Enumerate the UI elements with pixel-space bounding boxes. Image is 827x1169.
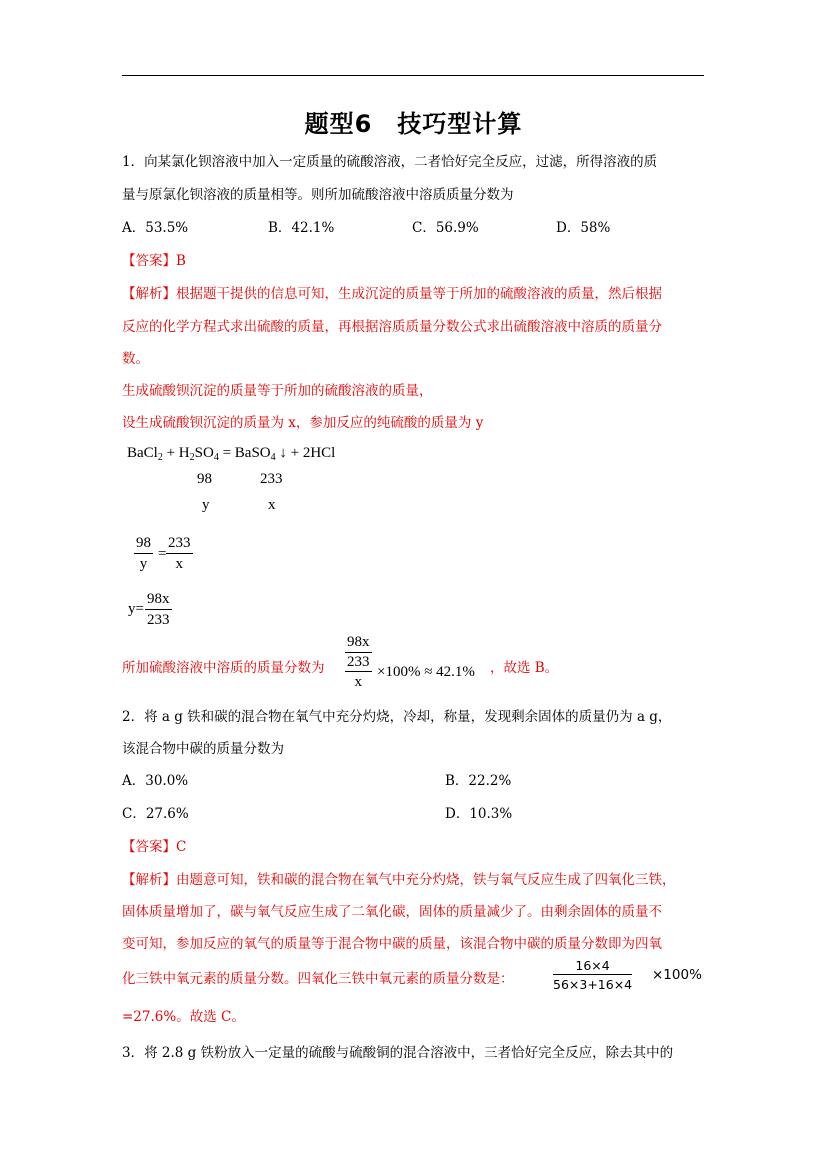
q1-option-a: A．53.5% — [122, 220, 189, 236]
q1-final-suffix: ，故选 B。 — [490, 660, 559, 676]
q1-option-c: C．56.9% — [412, 220, 479, 236]
equation-mass-98: 98 — [197, 471, 212, 487]
q3-stem-line-1: 3．将 2.8 g 铁粉放入一定量的硫酸与硫酸铜的混合溶液中，三者恰好完全反应，除去其中的 — [122, 1045, 674, 1061]
q2-analysis-line-2: 固体质量增加了，碳与氧气反应生成了二氧化碳，固体的质量减少了。由剩余固体的质量不 — [122, 904, 662, 920]
q2-stem-line-2: 该混合物中碳的质量分数为 — [122, 741, 284, 757]
header-rule — [122, 75, 704, 76]
q2-analysis-line-1: 【解析】由题意可知，铁和碳的混合物在氧气中充分灼烧，铁与氧气反应生成了四氧化三铁， — [122, 872, 676, 888]
q1-answer: 【答案】B — [122, 253, 186, 269]
q2-analysis-line-5: =27.6%。故选 C。 — [122, 1009, 245, 1025]
q1-option-b: B．42.1% — [268, 220, 335, 236]
q2-analysis-line-4: 化三铁中氧元素的质量分数。四氧化三铁中氧元素的质量分数是： — [122, 971, 514, 987]
page-title: 题型6 技巧型计算 — [304, 110, 523, 138]
final-compound-fraction: 98x 233 x — [347, 634, 370, 690]
solve-fraction: $\frac{98x}{233}$ — [147, 591, 170, 628]
q2-option-d: D．10.3% — [445, 806, 513, 822]
q2-mass-fraction: $\frac{16\times 4}{56\times 3+16\times 4}$ — [553, 958, 633, 992]
chemical-equation: BaCl$_2$ + $H_2SO_4$ = BaSO$_4$ ↓ + 2HCl — [127, 445, 336, 463]
q1-stem-line-2: 量与原氯化钡溶液的质量相等。则所加硫酸溶液中溶质质量分数为 — [122, 187, 514, 203]
q2-option-b: B．22.2% — [445, 773, 512, 789]
q1-option-d: D．58% — [556, 220, 611, 236]
q1-analysis-line-3: 数。 — [122, 351, 149, 367]
q2-fraction-tail: ×100% — [652, 967, 702, 983]
final-expression: ×100% ≈ 42.1% — [377, 664, 475, 680]
q1-final-prefix: 所加硫酸溶液中溶质的质量分数为 — [122, 660, 325, 676]
equation-var-y: y — [202, 497, 210, 513]
q1-analysis-line-5: 设生成硫酸钡沉淀的质量为 x，参加反应的纯硫酸的质量为 y — [122, 415, 484, 431]
q1-analysis-line-4: 生成硫酸钡沉淀的质量等于所加的硫酸溶液的质量， — [122, 383, 433, 399]
ratio-fraction-right: $\frac{233}{x}$ — [168, 535, 191, 572]
q2-option-a: A．30.0% — [122, 773, 189, 789]
equation-var-x: x — [268, 497, 276, 513]
q2-option-c: C．27.6% — [122, 806, 189, 822]
ratio-equals: = — [158, 546, 167, 562]
q2-analysis-line-3: 变可知，参加反应的氧气的质量等于混合物中碳的质量，该混合物中碳的质量分数即为四氧 — [122, 936, 662, 952]
q1-analysis-line-2: 反应的化学方程式求出硫酸的质量，再根据溶质质量分数公式求出硫酸溶液中溶质的质量分 — [122, 319, 662, 335]
q1-stem-line-1: 1．向某氯化钡溶液中加入一定质量的硫酸溶液，二者恰好完全反应，过滤，所得溶液的质 — [122, 154, 658, 170]
equation-mass-233: 233 — [260, 471, 283, 487]
solve-lhs: y= — [128, 601, 144, 617]
q2-answer: 【答案】C — [122, 839, 187, 855]
q2-stem-line-1: 2．将 a g 铁和碳的混合物在氧气中充分灼烧，冷却，称量，发现剩余固体的质量仍为 a g， — [122, 709, 672, 725]
q1-analysis-line-1: 【解析】根据题干提供的信息可知，生成沉淀的质量等于所加的硫酸溶液的质量，然后根据 — [122, 286, 662, 302]
ratio-fraction-left: $\frac{98}{y}$ — [136, 535, 151, 572]
